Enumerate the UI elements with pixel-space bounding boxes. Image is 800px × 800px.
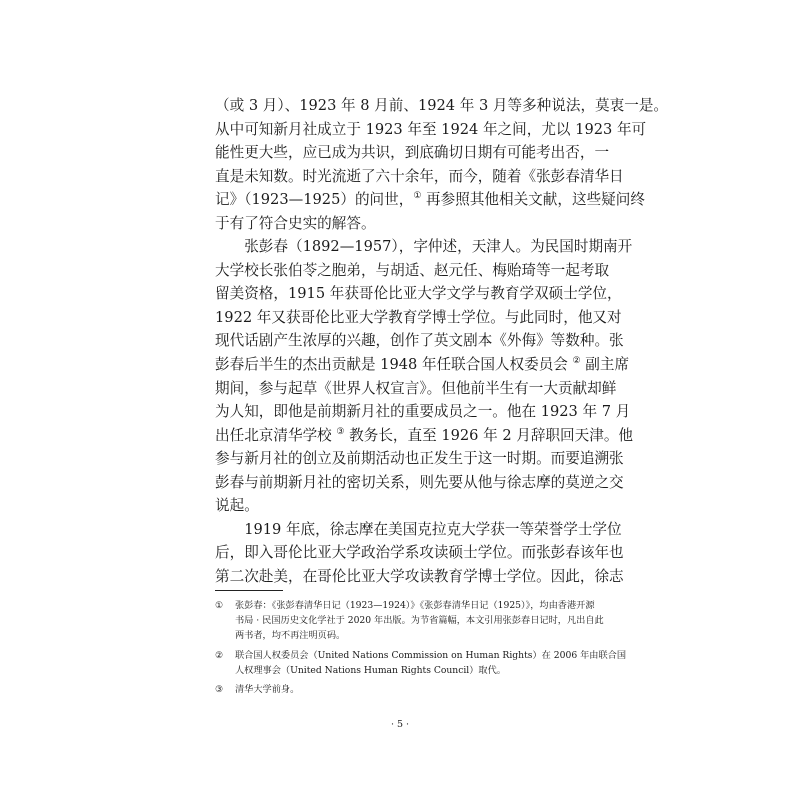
paragraph-start-line: 张彭春（1892—1957），字仲述，天津人。为民国时期南开 bbox=[244, 238, 633, 256]
text-line: 第二次赴美，在哥伦比亚大学攻读教育学博士学位。因此，徐志 bbox=[215, 567, 624, 585]
footnote-line: 张彭春：《张彭春清华日记（1923—1924）》《张彭春清华日记（1925）》，均由香港开源 bbox=[235, 600, 595, 611]
footnote-line: 人权理事会（United Nations Human Rights Council）取代。 bbox=[235, 664, 506, 676]
text-line bbox=[215, 424, 634, 448]
text-line: 能性更大些，应已成为共识，到底确切日期有可能考出否，一 bbox=[215, 144, 610, 162]
footnote-3 bbox=[215, 682, 604, 697]
text-line: 彭春与前期新月社的密切关系，则先要从他与徐志摩的莫逆之交 bbox=[215, 473, 624, 491]
footnote-1 bbox=[215, 598, 604, 644]
footnote-line: 两书者，均不再注明页码。 bbox=[235, 630, 346, 642]
text-line: 说起。 bbox=[215, 497, 259, 515]
main-text bbox=[215, 94, 669, 588]
text-segment: 教务长，直至 1926 年 2 月辞职回天津。他 bbox=[349, 426, 634, 444]
footnote-mark: ② bbox=[215, 649, 224, 661]
text-line: 于有了符合史实的解答。 bbox=[215, 214, 376, 232]
paragraph-start-line: 1919 年底，徐志摩在美国克拉克大学获一等荣誉学士学位 bbox=[244, 520, 622, 538]
text-segment: 记》（1923—1925）的问世， bbox=[215, 191, 414, 209]
footnote-line: 联合国人权委员会（United Nations Commission on Human Rights）在 2006 年由联合国 bbox=[235, 649, 627, 661]
page-number: · 5 · bbox=[390, 719, 410, 730]
text-line: （或 3 月）、1923 年 8 月前、1924 年 3 月等多种说法，莫衷一是。 bbox=[215, 97, 669, 114]
text-line bbox=[215, 188, 645, 212]
footnote-mark: ③ bbox=[215, 684, 224, 696]
footnotes bbox=[215, 598, 627, 697]
footnote-ref-3[interactable]: ③ bbox=[336, 426, 345, 437]
text-segment: 出任北京清华学校 bbox=[215, 426, 332, 444]
text-line: 直是未知数。时光流逝了六十余年，而今，随着《张彭春清华日 bbox=[215, 167, 624, 185]
footnote-2 bbox=[215, 648, 627, 678]
text-line: 参与新月社的创立及前期活动也正发生于这一时期。而要追溯张 bbox=[215, 450, 624, 468]
footnote-ref-1[interactable]: ① bbox=[413, 191, 422, 202]
text-segment: 副主席 bbox=[585, 356, 630, 374]
text-line: 期间，参与起草《世界人权宣言》。但他前半生有一大贡献却鲜 bbox=[215, 379, 617, 397]
text-segment: 再参照其他相关文献，这些疑问终 bbox=[426, 191, 645, 209]
footnote-separator bbox=[215, 590, 283, 591]
text-line: 现代话剧产生浓厚的兴趣，创作了英文剧本《外侮》等数种。张 bbox=[215, 332, 624, 350]
text-line: 从中可知新月社成立于 1923 年至 1924 年之间，尤以 1923 年可 bbox=[215, 120, 647, 138]
text-line: 大学校长张伯苓之胞弟，与胡适、赵元任、梅贻琦等一起考取 bbox=[215, 261, 610, 279]
text-line: 后，即入哥伦比亚大学政治学系攻读硕士学位。而张彭春该年也 bbox=[215, 544, 624, 562]
text-segment: 彭春后半生的杰出贡献是 1948 年任联合国人权委员会 bbox=[215, 356, 568, 374]
footnote-mark: ① bbox=[215, 600, 224, 611]
footnote-ref-2[interactable]: ② bbox=[572, 356, 581, 367]
footnote-line: 清华大学前身。 bbox=[235, 684, 300, 696]
text-line: 1922 年又获哥伦比亚大学教育学博士学位。与此同时，他又对 bbox=[215, 308, 622, 326]
text-line bbox=[215, 353, 630, 377]
text-line: 为人知，即他是前期新月社的重要成员之一。他在 1923 年 7 月 bbox=[215, 403, 631, 421]
text-line: 留美资格，1915 年获哥伦比亚大学文学与教育学双硕士学位， bbox=[215, 285, 622, 303]
footnote-line: 书局 · 民国历史文化学社于 2020 年出版。为节省篇幅，本文引用张彭春日记时，凡出自此 bbox=[235, 615, 604, 627]
